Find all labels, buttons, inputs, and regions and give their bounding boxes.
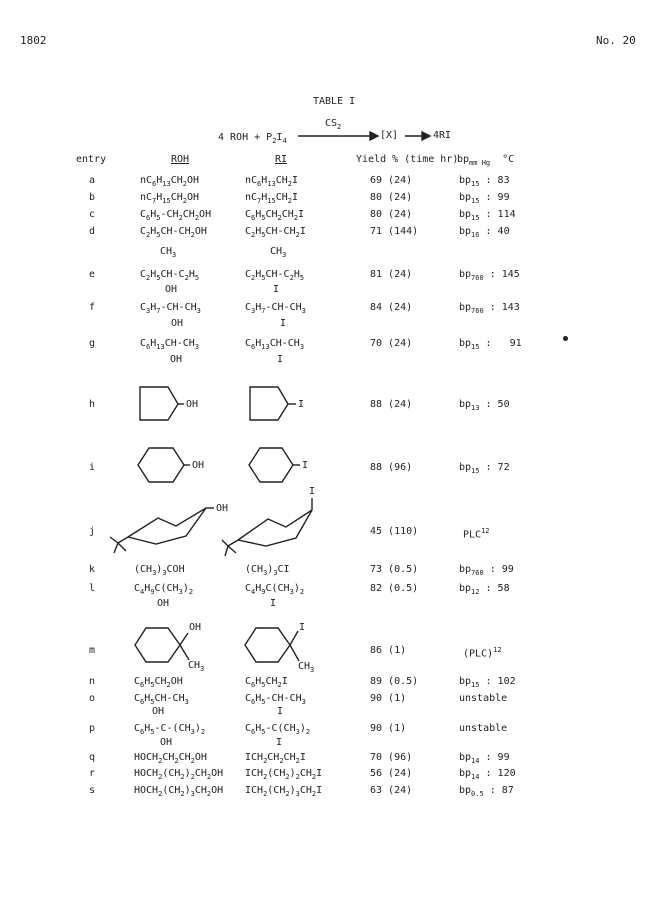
ri-substituent: $CH_3$ xyxy=(270,246,287,259)
yield-value: 71 (144) xyxy=(370,226,419,237)
entry-letter: f xyxy=(89,302,96,313)
ri-substituent: I xyxy=(270,598,277,609)
table-title: TABLE I xyxy=(313,96,356,107)
ink-speck xyxy=(563,336,568,341)
entry-letter: n xyxy=(89,676,96,687)
ri-formula: $ICH_2(CH_2)_3CH_2I$ xyxy=(245,785,323,798)
roh-substituent: OH xyxy=(152,706,165,717)
roh-formula: $C_6H_5-C-(CH_3)_2$ xyxy=(134,723,206,736)
entry-letter: k xyxy=(89,564,96,575)
ri-substituent: I xyxy=(276,737,283,748)
roh-formula: $(CH_3)_3COH$ xyxy=(134,564,185,577)
entry-letter: i xyxy=(89,462,96,473)
roh-formula: $HOCH_2(CH_2)_2CH_2OH$ xyxy=(134,768,224,781)
bp-value: $bp_{15}$ : 102 xyxy=(459,676,516,689)
header-bp: $bp_{mm Hg}$ °C xyxy=(457,154,515,167)
yield-value: 86 (1) xyxy=(370,645,407,656)
yield-value: 89 (0.5) xyxy=(370,676,419,687)
bp-value: $bp_{760}$ : 99 xyxy=(459,564,514,577)
roh-substituent: $CH_3$ xyxy=(160,246,177,259)
ri-formula: $nC_7H_{15}CH_2I$ xyxy=(245,192,299,205)
yield-value: 84 (24) xyxy=(370,302,413,313)
scheme-reactants: 4 ROH + $P_2I_4$ xyxy=(218,132,287,145)
yield-value: 81 (24) xyxy=(370,269,413,280)
bp-value: $bp_{15}$ : 99 xyxy=(459,192,510,205)
roh-substituent: OH xyxy=(170,354,183,365)
ri-formula: $C_6H_5CH_2I$ xyxy=(245,676,288,689)
roh-formula: $nC_7H_{15}CH_2OH$ xyxy=(140,192,200,205)
yield-value: 80 (24) xyxy=(370,192,413,203)
ri-formula: $nC_6H_{13}CH_2I$ xyxy=(245,175,299,188)
entry-letter: b xyxy=(89,192,96,203)
roh-substituent: OH xyxy=(165,284,178,295)
bp-value: $bp_{15}$ : 114 xyxy=(459,209,516,222)
entry-letter: l xyxy=(89,583,96,594)
issue-number: No. 20 xyxy=(596,34,636,47)
ri-ring-label: I xyxy=(302,460,309,471)
bp-value: $bp_{0.5}$ : 87 xyxy=(459,785,514,798)
bp-value: PLC$^{12}$ xyxy=(463,527,490,541)
ri-formula: $C_6H_5-C(CH_3)_2$ xyxy=(245,723,311,736)
yield-value: 88 (24) xyxy=(370,399,413,410)
ri-formula: $C_2H_5CH-C_2H_5$ xyxy=(245,269,305,282)
bp-value: unstable xyxy=(459,723,508,734)
entry-letter: m xyxy=(89,645,96,656)
ri-substituent: I xyxy=(277,706,284,717)
ri-formula: $C_4H_9C(CH_3)_2$ xyxy=(245,583,305,596)
entry-letter: e xyxy=(89,269,96,280)
roh-formula: $C_6H_{13}CH-CH_3$ xyxy=(140,338,200,351)
bp-value: $bp_{13}$ : 50 xyxy=(459,399,510,412)
ri-formula: $C_6H_5-CH-CH_3$ xyxy=(245,693,306,706)
scheme-reagent: $CS_2$ xyxy=(325,118,342,131)
yield-value: 80 (24) xyxy=(370,209,413,220)
roh-formula: $C_4H_9C(CH_3)_2$ xyxy=(134,583,194,596)
ri-ring-label: I xyxy=(299,622,306,633)
roh-ring-label: OH xyxy=(189,622,202,633)
yield-value: 88 (96) xyxy=(370,462,413,473)
bp-value: unstable xyxy=(459,693,508,704)
roh-formula: $C_6H_5CH_2OH$ xyxy=(134,676,183,689)
bp-value: $bp_{16}$ : 40 xyxy=(459,226,510,239)
roh-substituent: OH xyxy=(171,318,184,329)
bp-value: $bp_{15}$ : 91 xyxy=(459,338,522,351)
entry-letter: h xyxy=(89,399,96,410)
entry-letter: q xyxy=(89,752,96,763)
ri-formula: $ICH_2CH_2CH_2I$ xyxy=(245,752,306,765)
roh-formula: $C_2H_5CH-CH_2OH$ xyxy=(140,226,207,239)
header-entry: entry xyxy=(76,154,107,165)
ri-formula: $C_2H_5CH-CH_2I$ xyxy=(245,226,306,239)
header-yield: Yield % (time hr) xyxy=(356,154,459,165)
roh-substituent: OH xyxy=(157,598,170,609)
ri-formula: $ICH_2(CH_2)_2CH_2I$ xyxy=(245,768,323,781)
yield-value: 70 (96) xyxy=(370,752,413,763)
entry-letter: d xyxy=(89,226,96,237)
roh-formula: $C_6H_5-CH_2CH_2OH$ xyxy=(140,209,212,222)
yield-value: 70 (24) xyxy=(370,338,413,349)
roh-formula: $C_6H_5CH-CH_3$ xyxy=(134,693,189,706)
ri-formula: $C_6H_5CH_2CH_2I$ xyxy=(245,209,305,222)
entry-letter: s xyxy=(89,785,96,796)
ri-formula: $C_6H_{13}CH-CH_3$ xyxy=(245,338,305,351)
ri-ring-label: I xyxy=(298,399,305,410)
entry-letter: p xyxy=(89,723,96,734)
ri-formula: $C_3H_7-CH-CH_3$ xyxy=(245,302,306,315)
page-number: 1802 xyxy=(20,34,47,47)
scheme-product: 4RI xyxy=(433,130,452,141)
yield-value: 45 (110) xyxy=(370,526,419,537)
bp-value: $bp_{15}$ : 72 xyxy=(459,462,510,475)
yield-value: 90 (1) xyxy=(370,693,407,704)
scheme-intermediate: [X] xyxy=(380,130,399,141)
bp-value: $bp_{14}$ : 99 xyxy=(459,752,510,765)
roh-formula: $HOCH_2CH_2CH_2OH$ xyxy=(134,752,207,765)
ri-ring-label: I xyxy=(309,486,316,497)
header-ri: RI xyxy=(275,154,288,165)
yield-value: 56 (24) xyxy=(370,768,413,779)
bp-value: $bp_{760}$ : 143 xyxy=(459,302,520,315)
bp-value: $bp_{14}$ : 120 xyxy=(459,768,516,781)
ri-formula: $(CH_3)_3CI$ xyxy=(245,564,290,577)
entry-letter: j xyxy=(89,526,96,537)
roh-formula: $C_3H_7-CH-CH_3$ xyxy=(140,302,201,315)
entry-letter: c xyxy=(89,209,96,220)
roh-ring-methyl: $CH_3$ xyxy=(188,660,205,673)
roh-ring-label: OH xyxy=(186,399,199,410)
ri-substituent: I xyxy=(277,354,284,365)
roh-ring-label: OH xyxy=(216,503,229,514)
roh-substituent: OH xyxy=(160,737,173,748)
entry-letter: g xyxy=(89,338,96,349)
bp-value: (PLC)$^{12}$ xyxy=(463,646,502,660)
yield-value: 90 (1) xyxy=(370,723,407,734)
yield-value: 69 (24) xyxy=(370,175,413,186)
entry-letter: o xyxy=(89,693,96,704)
yield-value: 73 (0.5) xyxy=(370,564,419,575)
yield-value: 82 (0.5) xyxy=(370,583,419,594)
ri-ring-methyl: $CH_3$ xyxy=(298,661,315,674)
roh-ring-label: OH xyxy=(192,460,205,471)
yield-value: 63 (24) xyxy=(370,785,413,796)
roh-formula: $HOCH_2(CH_2)_3CH_2OH$ xyxy=(134,785,224,798)
header-roh: ROH xyxy=(171,154,190,165)
bp-value: $bp_{15}$ : 83 xyxy=(459,175,510,188)
ri-substituent: I xyxy=(273,284,280,295)
entry-letter: a xyxy=(89,175,96,186)
bp-value: $bp_{760}$ : 145 xyxy=(459,269,520,282)
bp-value: $bp_{12}$ : 58 xyxy=(459,583,510,596)
roh-formula: $nC_6H_{13}CH_2OH$ xyxy=(140,175,200,188)
entry-letter: r xyxy=(89,768,96,779)
ri-substituent: I xyxy=(280,318,287,329)
roh-formula: $C_2H_5CH-C_2H_5$ xyxy=(140,269,200,282)
